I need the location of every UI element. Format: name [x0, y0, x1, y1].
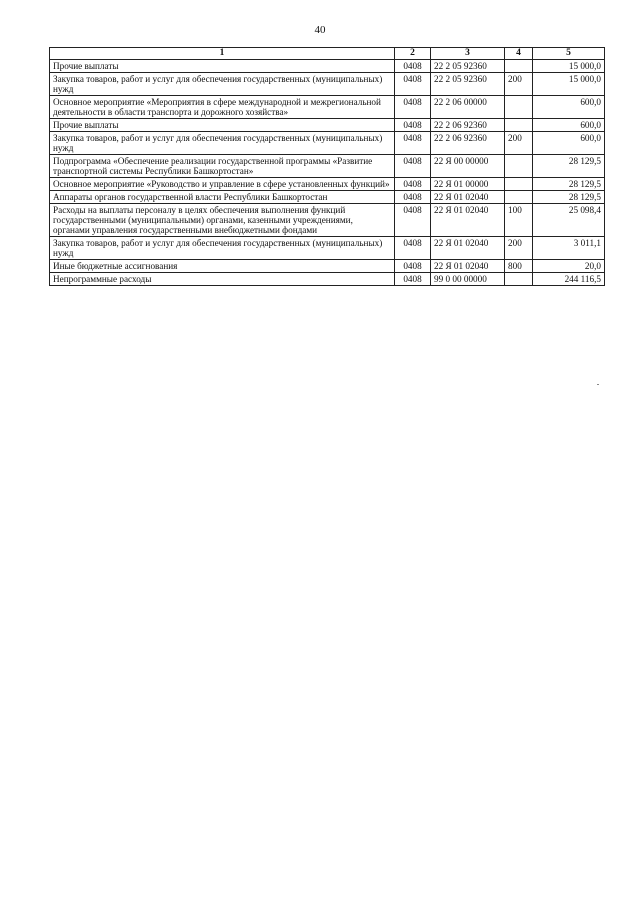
row-name: Иные бюджетные ассигнования	[50, 260, 395, 273]
row-amount: 3 011,1	[533, 237, 605, 260]
row-name: Прочие выплаты	[50, 119, 395, 132]
row-name: Подпрограмма «Обеспечение реализации государственной программы «Развитие транспортной системы Республики Башкортостан»	[50, 155, 395, 178]
row-target-article: 22 2 05 92360	[431, 73, 505, 96]
row-section-code: 0408	[395, 132, 431, 155]
row-name: Основное мероприятие «Руководство и управление в сфере установленных функций»	[50, 178, 395, 191]
table-row	[50, 60, 605, 73]
row-expense-type: 800	[505, 260, 533, 273]
table-row	[50, 132, 605, 155]
row-amount: 600,0	[533, 132, 605, 155]
row-expense-type: 100	[505, 204, 533, 237]
row-section-code: 0408	[395, 273, 431, 286]
row-name: Непрограммные расходы	[50, 273, 395, 286]
row-expense-type: 200	[505, 73, 533, 96]
scan-artifact	[597, 384, 599, 385]
page-number: 40	[314, 24, 326, 36]
row-expense-type	[505, 178, 533, 191]
row-amount: 25 098,4	[533, 204, 605, 237]
table-row	[50, 237, 605, 260]
row-amount: 15 000,0	[533, 73, 605, 96]
row-amount: 28 129,5	[533, 155, 605, 178]
table-row	[50, 178, 605, 191]
table-row	[50, 73, 605, 96]
row-section-code: 0408	[395, 60, 431, 73]
table-row	[50, 191, 605, 204]
row-target-article: 22 Я 01 00000	[431, 178, 505, 191]
row-target-article: 22 Я 00 00000	[431, 155, 505, 178]
row-section-code: 0408	[395, 155, 431, 178]
row-section-code: 0408	[395, 96, 431, 119]
row-section-code: 0408	[395, 191, 431, 204]
row-expense-type	[505, 191, 533, 204]
row-name: Расходы на выплаты персоналу в целях обеспечения выполнения функций государственными (муниципальными) органами, казенными учреждениями, органами управления государственными внебюджетными фондами	[50, 204, 395, 237]
row-expense-type	[505, 273, 533, 286]
row-section-code: 0408	[395, 237, 431, 260]
row-name: Закупка товаров, работ и услуг для обеспечения государственных (муниципальных) нужд	[50, 132, 395, 155]
table-row	[50, 96, 605, 119]
row-name: Прочие выплаты	[50, 60, 395, 73]
row-section-code: 0408	[395, 178, 431, 191]
table-row	[50, 119, 605, 132]
row-expense-type	[505, 119, 533, 132]
row-expense-type: 200	[505, 237, 533, 260]
row-section-code: 0408	[395, 73, 431, 96]
header-col-3: 3	[431, 48, 505, 60]
header-col-1: 1	[50, 48, 395, 60]
row-expense-type	[505, 155, 533, 178]
header-col-5: 5	[533, 48, 605, 60]
table-header	[50, 48, 605, 60]
row-target-article: 99 0 00 00000	[431, 273, 505, 286]
row-expense-type	[505, 60, 533, 73]
row-target-article: 22 2 05 92360	[431, 60, 505, 73]
row-name: Закупка товаров, работ и услуг для обеспечения государственных (муниципальных) нужд	[50, 237, 395, 260]
row-amount: 600,0	[533, 119, 605, 132]
row-name: Закупка товаров, работ и услуг для обеспечения государственных (муниципальных) нужд	[50, 73, 395, 96]
row-target-article: 22 Я 01 02040	[431, 237, 505, 260]
header-col-2: 2	[395, 48, 431, 60]
row-target-article: 22 2 06 92360	[431, 119, 505, 132]
header-row	[50, 48, 605, 60]
row-name: Аппараты органов государственной власти Республики Башкортостан	[50, 191, 395, 204]
row-section-code: 0408	[395, 260, 431, 273]
row-expense-type	[505, 96, 533, 119]
table-row	[50, 273, 605, 286]
row-target-article: 22 Я 01 02040	[431, 204, 505, 237]
row-name: Основное мероприятие «Мероприятия в сфере международной и межрегиональной деятельности в области транспорта и дорожного хозяйства»	[50, 96, 395, 119]
table-row	[50, 260, 605, 273]
table-body	[50, 60, 605, 286]
table-row	[50, 204, 605, 237]
row-target-article: 22 2 06 00000	[431, 96, 505, 119]
header-col-4: 4	[505, 48, 533, 60]
row-amount: 244 116,5	[533, 273, 605, 286]
row-target-article: 22 Я 01 02040	[431, 191, 505, 204]
row-section-code: 0408	[395, 204, 431, 237]
row-amount: 28 129,5	[533, 191, 605, 204]
table-row	[50, 155, 605, 178]
row-target-article: 22 Я 01 02040	[431, 260, 505, 273]
row-amount: 28 129,5	[533, 178, 605, 191]
row-amount: 15 000,0	[533, 60, 605, 73]
row-amount: 600,0	[533, 96, 605, 119]
row-target-article: 22 2 06 92360	[431, 132, 505, 155]
row-expense-type: 200	[505, 132, 533, 155]
row-amount: 20,0	[533, 260, 605, 273]
row-section-code: 0408	[395, 119, 431, 132]
budget-table	[49, 47, 605, 286]
